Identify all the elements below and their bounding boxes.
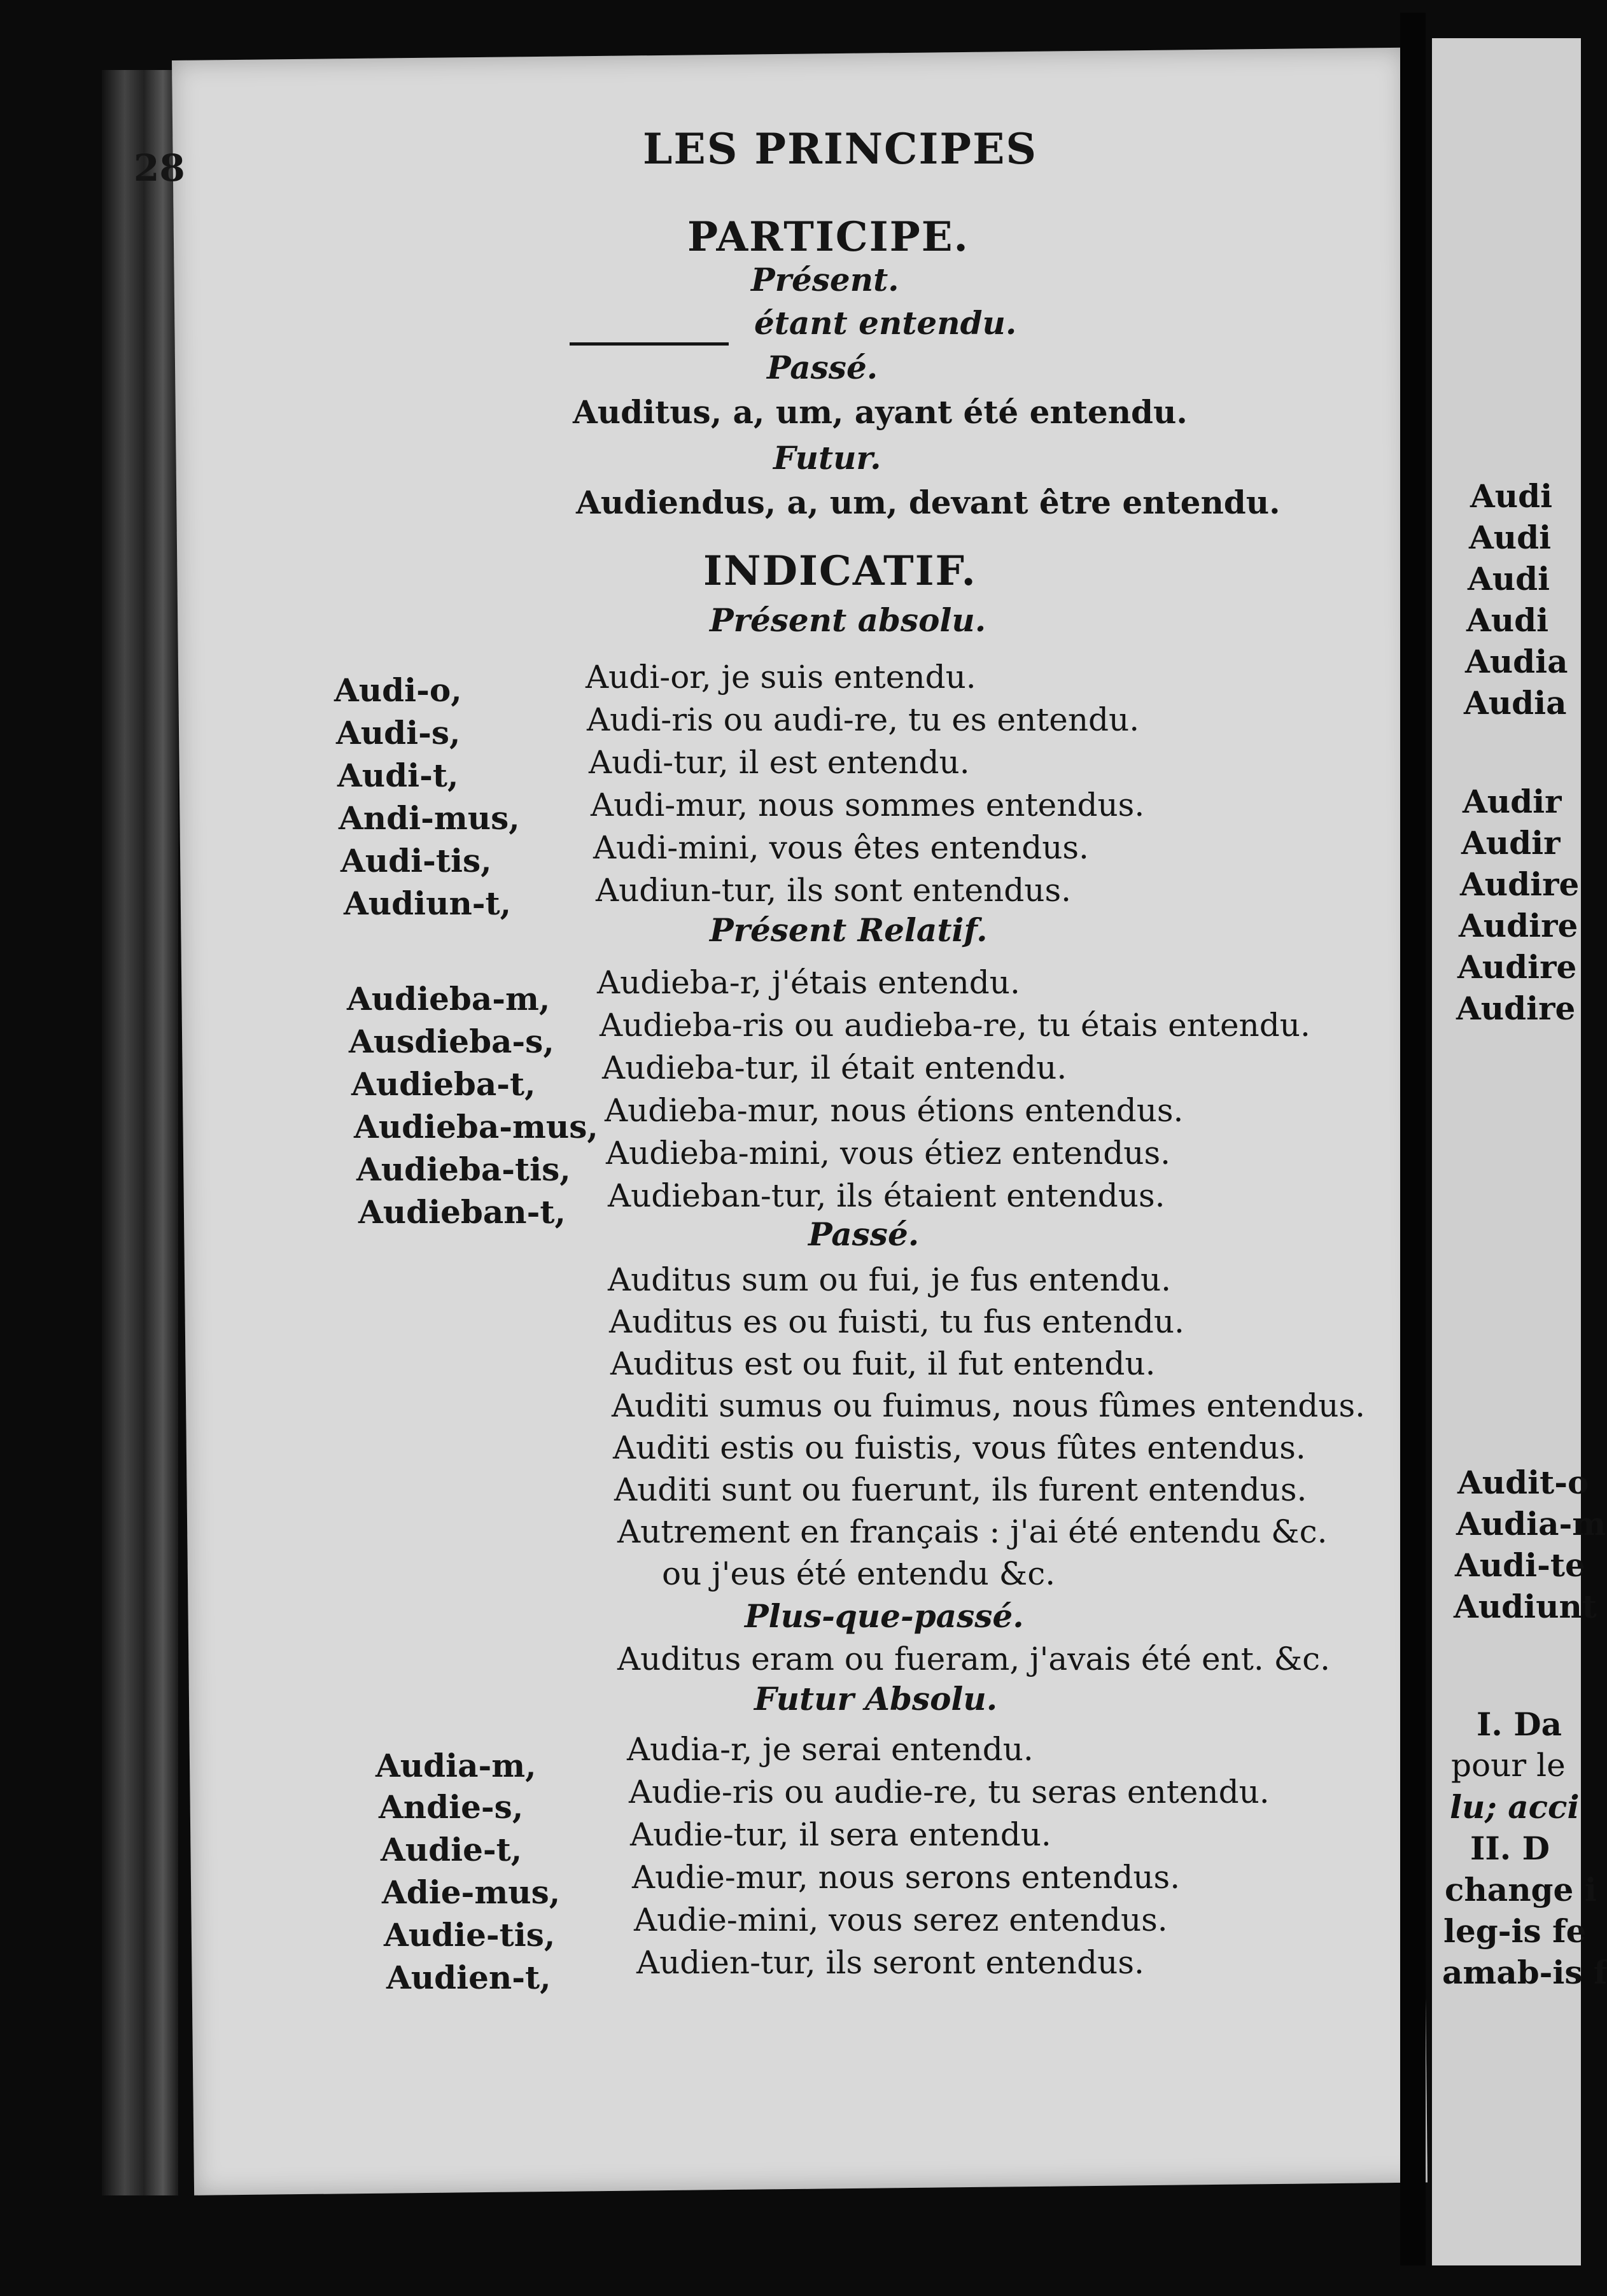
active-form: Ausdieba-s,	[349, 1023, 554, 1060]
passive-form: Audieba-mur, nous étions entendus.	[605, 1092, 1184, 1129]
passive-form: Audieba-r, j'étais entendu.	[597, 964, 1020, 1001]
facing-fragment: Audia	[1465, 643, 1568, 680]
facing-fragment: Audir	[1461, 824, 1561, 862]
participe-futur-label: Futur.	[773, 439, 881, 477]
plus-que-passe-line: Auditus eram ou fueram, j'avais été ent. &c.	[617, 1641, 1331, 1677]
passive-form: Audieba-tur, il était entendu.	[602, 1049, 1067, 1086]
passive-form: Audi-or, je suis entendu.	[586, 659, 976, 696]
participe-futur-line: Audiendus, a, um, devant être entendu.	[576, 484, 1281, 521]
active-form: Audieba-tis,	[356, 1151, 571, 1188]
passive-form: Audie-ris ou audie-re, tu seras entendu.	[629, 1774, 1270, 1810]
passe-label: Passé.	[808, 1215, 920, 1253]
active-form: Audieba-m,	[347, 980, 551, 1018]
facing-fragment: II. D	[1470, 1830, 1550, 1867]
passive-form: Audi-tur, il est entendu.	[589, 744, 970, 781]
active-form: Audie-tis,	[384, 1916, 556, 1954]
facing-fragment: change i	[1445, 1871, 1597, 1908]
participe-present-label: Présent.	[751, 261, 899, 298]
facing-fragment: Audir	[1463, 783, 1562, 820]
facing-fragment: Audire	[1460, 865, 1580, 903]
passe-line: ou j'eus été entendu &c.	[662, 1555, 1056, 1592]
passe-line: Auditi sumus ou fuimus, nous fûmes entendus.	[612, 1387, 1366, 1424]
passive-form: Audieba-mini, vous étiez entendus.	[606, 1135, 1171, 1172]
facing-fragment: Audire	[1459, 907, 1578, 944]
book-gutter	[1400, 13, 1426, 2265]
facing-fragment: Audi-te	[1455, 1546, 1585, 1584]
passe-line: Autrement en français : j'ai été entendu &c.	[617, 1513, 1328, 1550]
dash-rule	[570, 342, 729, 346]
facing-fragment: leg-is fe	[1443, 1912, 1587, 1950]
futur-absolu-label: Futur Absolu.	[754, 1680, 998, 1718]
passe-line: Auditus es ou fuisti, tu fus entendu.	[609, 1303, 1184, 1340]
facing-fragment: Audia	[1464, 684, 1567, 722]
indicatif-heading: INDICATIF.	[703, 547, 977, 595]
active-form: Adie-mus,	[382, 1873, 561, 1911]
facing-fragment: Audiunt	[1454, 1588, 1597, 1625]
passive-form: Audi-mur, nous sommes entendus.	[591, 787, 1145, 823]
active-form: Audi-o,	[334, 671, 462, 709]
active-form: Andi-mus,	[339, 799, 520, 837]
facing-fragment: I. Da	[1477, 1705, 1562, 1743]
passive-form: Audi-mini, vous êtes entendus.	[593, 829, 1089, 866]
active-form: Audia-m,	[375, 1747, 537, 1784]
passive-form: Audie-tur, il sera entendu.	[630, 1816, 1051, 1853]
participe-passe-label: Passé.	[767, 349, 878, 386]
passe-line: Auditi sunt ou fuerunt, ils furent entendus.	[614, 1471, 1307, 1508]
passive-form: Audi-ris ou audi-re, tu es entendu.	[587, 701, 1140, 738]
facing-fragment: Audire	[1457, 948, 1577, 986]
active-form: Audieba-t,	[351, 1065, 536, 1103]
active-form: Audiun-t,	[344, 885, 512, 922]
active-form: Audien-t,	[386, 1959, 551, 1996]
book-page-edges	[102, 70, 178, 2195]
passive-form: Audiun-tur, ils sont entendus.	[596, 872, 1072, 909]
facing-fragment: Audi	[1469, 519, 1552, 556]
passive-form: Audia-r, je serai entendu.	[627, 1731, 1034, 1768]
facing-fragment: amab-is f	[1442, 1954, 1607, 1991]
present-absolu-label: Présent absolu.	[710, 601, 986, 639]
passive-form: Audie-mini, vous serez entendus.	[634, 1901, 1168, 1938]
running-title: LES PRINCIPES	[643, 124, 1038, 174]
facing-fragment: pour le	[1451, 1747, 1566, 1784]
page-number: 28	[134, 146, 185, 190]
participe-passe-line: Auditus, a, um, ayant été entendu.	[573, 393, 1188, 431]
active-form: Audi-t,	[337, 757, 459, 794]
passe-line: Auditus sum ou fui, je fus entendu.	[608, 1261, 1172, 1298]
facing-page	[1432, 38, 1607, 2265]
participe-present-line: étant entendu.	[754, 304, 1017, 342]
active-form: Andie-s,	[379, 1788, 524, 1826]
passive-form: Audieban-tur, ils étaient entendus.	[608, 1177, 1165, 1214]
active-form: Audie-t,	[381, 1831, 523, 1868]
facing-fragment: Audire	[1456, 990, 1576, 1027]
active-form: Audi-s,	[336, 714, 461, 752]
active-form: Audieban-t,	[358, 1193, 566, 1231]
facing-fragment: Audia-m	[1456, 1505, 1606, 1543]
plus-que-passe-label: Plus-que-passé.	[745, 1597, 1024, 1635]
facing-fragment: Audi	[1466, 601, 1549, 639]
participe-heading: PARTICIPE.	[687, 213, 969, 261]
passive-form: Audie-mur, nous serons entendus.	[632, 1859, 1181, 1896]
facing-fragment: Audi	[1468, 560, 1550, 598]
passive-form: Audien-tur, ils seront entendus.	[636, 1944, 1144, 1981]
present-relatif-label: Présent Relatif.	[710, 911, 988, 949]
passive-form: Audieba-ris ou audieba-re, tu étais entendu.	[600, 1007, 1310, 1044]
active-form: Audi-tis,	[340, 842, 492, 879]
active-form: Audieba-mus,	[354, 1108, 598, 1145]
passe-line: Auditi estis ou fuistis, vous fûtes entendus.	[613, 1429, 1306, 1466]
facing-fragment: Audit-o	[1457, 1464, 1589, 1501]
facing-fragment: Audi	[1470, 477, 1553, 515]
passe-line: Auditus est ou fuit, il fut entendu.	[610, 1345, 1156, 1382]
facing-fragment: lu; acci	[1450, 1788, 1580, 1826]
